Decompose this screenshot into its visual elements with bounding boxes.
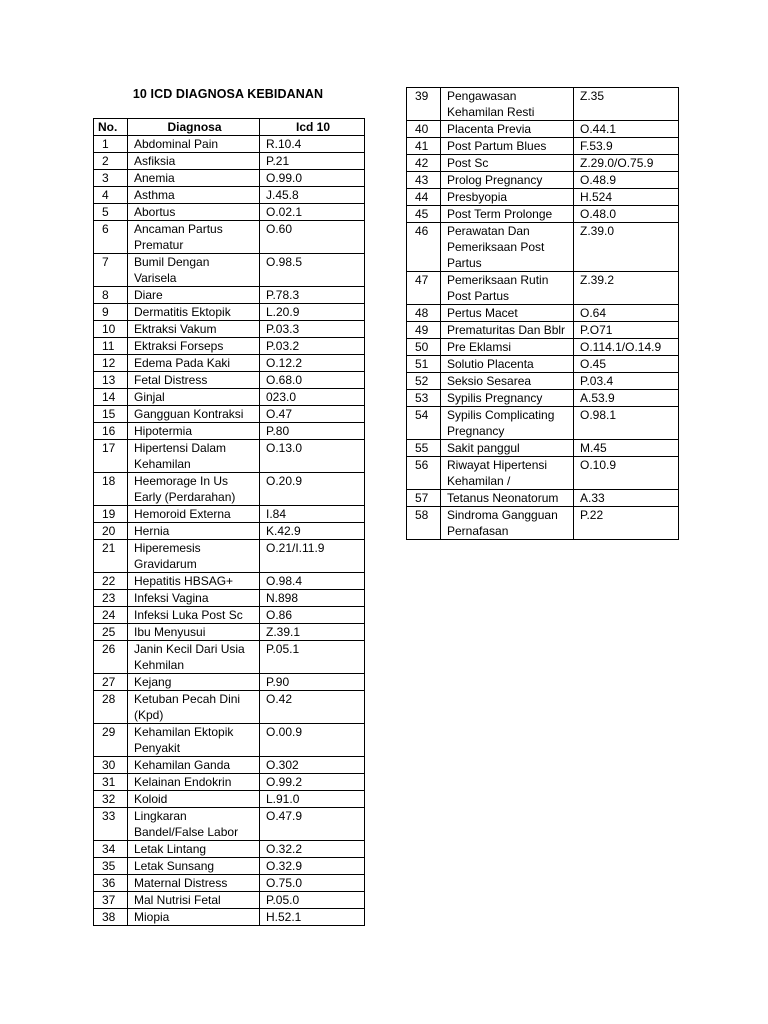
row-number: 25 [94, 624, 128, 641]
table-row [94, 204, 365, 221]
row-diagnosa: Ibu Menyusui [128, 624, 260, 641]
row-number: 34 [94, 841, 128, 858]
row-icd-code: Z.39.2 [574, 272, 679, 305]
table-row [407, 490, 679, 507]
row-icd-code: P.05.0 [260, 892, 365, 909]
row-number: 33 [94, 808, 128, 841]
row-number: 3 [94, 170, 128, 187]
table-row [94, 389, 365, 406]
row-icd-code: Z.39.1 [260, 624, 365, 641]
table-row [94, 841, 365, 858]
row-number: 52 [407, 373, 441, 390]
row-number: 37 [94, 892, 128, 909]
row-icd-code: O.47.9 [260, 808, 365, 841]
row-icd-code: P.03.2 [260, 338, 365, 355]
table-row [407, 305, 679, 322]
table-row [94, 406, 365, 423]
table-row [407, 223, 679, 272]
row-number: 26 [94, 641, 128, 674]
row-diagnosa: Placenta Previa [441, 121, 574, 138]
row-number: 47 [407, 272, 441, 305]
row-number: 31 [94, 774, 128, 791]
table-row [94, 170, 365, 187]
table-row [407, 272, 679, 305]
row-diagnosa: Hipertensi Dalam Kehamilan [128, 440, 260, 473]
row-icd-code: O.47 [260, 406, 365, 423]
table-row [407, 457, 679, 490]
row-icd-code: L.20.9 [260, 304, 365, 321]
diagnosis-table-left [93, 118, 365, 926]
row-icd-code: P.03.3 [260, 321, 365, 338]
row-number: 14 [94, 389, 128, 406]
row-diagnosa: Infeksi Vagina [128, 590, 260, 607]
row-icd-code: H.524 [574, 189, 679, 206]
row-number: 30 [94, 757, 128, 774]
table-row [94, 372, 365, 389]
row-diagnosa: Letak Sunsang [128, 858, 260, 875]
table-row [94, 440, 365, 473]
row-icd-code: R.10.4 [260, 136, 365, 153]
row-diagnosa: Infeksi Luka Post Sc [128, 607, 260, 624]
row-number: 57 [407, 490, 441, 507]
row-diagnosa: Lingkaran Bandel/False Labor [128, 808, 260, 841]
table-row [94, 473, 365, 506]
table-row [94, 338, 365, 355]
row-icd-code: K.42.9 [260, 523, 365, 540]
table-row [407, 390, 679, 407]
row-diagnosa: Seksio Sesarea [441, 373, 574, 390]
row-number: 8 [94, 287, 128, 304]
row-number: 38 [94, 909, 128, 926]
row-icd-code: O.98.1 [574, 407, 679, 440]
row-number: 46 [407, 223, 441, 272]
row-icd-code: O.99.0 [260, 170, 365, 187]
row-icd-code: Z.39.0 [574, 223, 679, 272]
table-row [94, 791, 365, 808]
row-icd-code: P.05.1 [260, 641, 365, 674]
row-icd-code: F.53.9 [574, 138, 679, 155]
row-icd-code: O.20.9 [260, 473, 365, 506]
row-icd-code: O.02.1 [260, 204, 365, 221]
row-icd-code: O.60 [260, 221, 365, 254]
row-diagnosa: Solutio Placenta [441, 356, 574, 373]
row-diagnosa: Dermatitis Ektopik [128, 304, 260, 321]
row-number: 40 [407, 121, 441, 138]
row-icd-code: O.64 [574, 305, 679, 322]
header-icd: Icd 10 [260, 119, 365, 136]
row-number: 2 [94, 153, 128, 170]
table-row [407, 88, 679, 121]
row-diagnosa: Miopia [128, 909, 260, 926]
table-row [94, 221, 365, 254]
table-row [407, 356, 679, 373]
row-diagnosa: Sypilis Pregnancy [441, 390, 574, 407]
row-diagnosa: Ketuban Pecah Dini (Kpd) [128, 691, 260, 724]
row-number: 48 [407, 305, 441, 322]
row-diagnosa: Koloid [128, 791, 260, 808]
row-number: 5 [94, 204, 128, 221]
row-icd-code: O.68.0 [260, 372, 365, 389]
row-diagnosa: Abortus [128, 204, 260, 221]
table-row [94, 641, 365, 674]
table-row [94, 892, 365, 909]
table-row [94, 523, 365, 540]
row-icd-code: O.302 [260, 757, 365, 774]
row-diagnosa: Presbyopia [441, 189, 574, 206]
row-diagnosa: Anemia [128, 170, 260, 187]
row-number: 1 [94, 136, 128, 153]
table-row [94, 423, 365, 440]
row-number: 23 [94, 590, 128, 607]
row-icd-code: J.45.8 [260, 187, 365, 204]
table-row [94, 691, 365, 724]
row-icd-code: O.98.4 [260, 573, 365, 590]
table-row [407, 138, 679, 155]
header-diagnosa: Diagnosa [128, 119, 260, 136]
table-row [407, 206, 679, 223]
table-row [407, 172, 679, 189]
row-diagnosa: Sypilis Complicating Pregnancy [441, 407, 574, 440]
row-icd-code: P.90 [260, 674, 365, 691]
table-row [407, 322, 679, 339]
table-row [94, 590, 365, 607]
row-number: 50 [407, 339, 441, 356]
row-diagnosa: Hernia [128, 523, 260, 540]
table-row [94, 540, 365, 573]
row-diagnosa: Prolog Pregnancy [441, 172, 574, 189]
row-number: 19 [94, 506, 128, 523]
row-diagnosa: Janin Kecil Dari Usia Kehmilan [128, 641, 260, 674]
row-diagnosa: Post Partum Blues [441, 138, 574, 155]
row-diagnosa: Prematuritas Dan Bblr [441, 322, 574, 339]
table-row [94, 136, 365, 153]
row-diagnosa: Asfiksia [128, 153, 260, 170]
row-icd-code: O.48.0 [574, 206, 679, 223]
row-number: 42 [407, 155, 441, 172]
table-row [94, 355, 365, 372]
row-number: 4 [94, 187, 128, 204]
table-row [94, 321, 365, 338]
row-number: 15 [94, 406, 128, 423]
row-diagnosa: Kehamilan Ektopik Penyakit [128, 724, 260, 757]
table-row [94, 757, 365, 774]
row-number: 41 [407, 138, 441, 155]
table-row [407, 507, 679, 540]
table-row [94, 254, 365, 287]
table-row [94, 724, 365, 757]
row-diagnosa: Pengawasan Kehamilan Resti [441, 88, 574, 121]
row-diagnosa: Fetal Distress [128, 372, 260, 389]
row-number: 39 [407, 88, 441, 121]
row-number: 18 [94, 473, 128, 506]
row-number: 55 [407, 440, 441, 457]
table-row [94, 287, 365, 304]
row-number: 6 [94, 221, 128, 254]
row-number: 10 [94, 321, 128, 338]
row-number: 17 [94, 440, 128, 473]
table-row [94, 187, 365, 204]
table-row [94, 304, 365, 321]
row-number: 16 [94, 423, 128, 440]
table-row [94, 153, 365, 170]
row-icd-code: A.53.9 [574, 390, 679, 407]
row-diagnosa: Hipotermia [128, 423, 260, 440]
table-row [94, 624, 365, 641]
row-icd-code: P.21 [260, 153, 365, 170]
row-diagnosa: Post Term Prolonge [441, 206, 574, 223]
row-diagnosa: Perawatan Dan Pemeriksaan Post Partus [441, 223, 574, 272]
row-number: 58 [407, 507, 441, 540]
row-number: 11 [94, 338, 128, 355]
row-diagnosa: Ektraksi Vakum [128, 321, 260, 338]
table-row [94, 808, 365, 841]
row-diagnosa: Sindroma Gangguan Pernafasan [441, 507, 574, 540]
row-icd-code: N.898 [260, 590, 365, 607]
row-diagnosa: Ancaman Partus Prematur [128, 221, 260, 254]
row-diagnosa: Mal Nutrisi Fetal [128, 892, 260, 909]
row-number: 53 [407, 390, 441, 407]
row-icd-code: O.114.1/O.14.9 [574, 339, 679, 356]
row-diagnosa: Diare [128, 287, 260, 304]
row-icd-code: O.21/I.11.9 [260, 540, 365, 573]
row-number: 36 [94, 875, 128, 892]
row-number: 56 [407, 457, 441, 490]
row-diagnosa: Kehamilan Ganda [128, 757, 260, 774]
row-number: 51 [407, 356, 441, 373]
diagnosis-table-right [406, 87, 679, 540]
row-icd-code: Z.29.0/O.75.9 [574, 155, 679, 172]
row-icd-code: O.12.2 [260, 355, 365, 372]
row-icd-code: A.33 [574, 490, 679, 507]
row-number: 7 [94, 254, 128, 287]
table-row [94, 674, 365, 691]
row-number: 29 [94, 724, 128, 757]
row-number: 28 [94, 691, 128, 724]
row-diagnosa: Pre Eklamsi [441, 339, 574, 356]
row-icd-code: P.78.3 [260, 287, 365, 304]
table-row [94, 607, 365, 624]
row-number: 49 [407, 322, 441, 339]
row-diagnosa: Sakit panggul [441, 440, 574, 457]
table-row [94, 875, 365, 892]
row-icd-code: P.22 [574, 507, 679, 540]
table-row [407, 155, 679, 172]
row-icd-code: O.45 [574, 356, 679, 373]
table-row [407, 373, 679, 390]
table-header-row [94, 119, 365, 136]
row-number: 9 [94, 304, 128, 321]
row-diagnosa: Letak Lintang [128, 841, 260, 858]
header-no: No. [94, 119, 128, 136]
table-row [407, 440, 679, 457]
table-row [94, 858, 365, 875]
row-number: 13 [94, 372, 128, 389]
table-row [94, 909, 365, 926]
row-diagnosa: Pertus Macet [441, 305, 574, 322]
row-diagnosa: Gangguan Kontraksi [128, 406, 260, 423]
row-number: 35 [94, 858, 128, 875]
row-icd-code: O.00.9 [260, 724, 365, 757]
row-number: 12 [94, 355, 128, 372]
row-diagnosa: Heemorage In Us Early (Perdarahan) [128, 473, 260, 506]
row-icd-code: O.75.0 [260, 875, 365, 892]
table-row [407, 189, 679, 206]
row-icd-code: 023.0 [260, 389, 365, 406]
row-number: 32 [94, 791, 128, 808]
row-icd-code: O.44.1 [574, 121, 679, 138]
table-row [407, 121, 679, 138]
row-diagnosa: Bumil Dengan Varisela [128, 254, 260, 287]
row-icd-code: O.99.2 [260, 774, 365, 791]
table-row [407, 339, 679, 356]
document-title: 10 ICD DIAGNOSA KEBIDANAN [132, 87, 324, 101]
row-icd-code: H.52.1 [260, 909, 365, 926]
row-icd-code: O.32.2 [260, 841, 365, 858]
row-number: 22 [94, 573, 128, 590]
row-diagnosa: Edema Pada Kaki [128, 355, 260, 372]
row-icd-code: O.86 [260, 607, 365, 624]
table-row [407, 407, 679, 440]
row-icd-code: P.80 [260, 423, 365, 440]
row-diagnosa: Asthma [128, 187, 260, 204]
row-icd-code: O.13.0 [260, 440, 365, 473]
row-diagnosa: Pemeriksaan Rutin Post Partus [441, 272, 574, 305]
row-number: 44 [407, 189, 441, 206]
table-row [94, 573, 365, 590]
row-number: 43 [407, 172, 441, 189]
row-number: 21 [94, 540, 128, 573]
row-diagnosa: Kejang [128, 674, 260, 691]
row-icd-code: L.91.0 [260, 791, 365, 808]
row-diagnosa: Hemoroid Externa [128, 506, 260, 523]
row-icd-code: Z.35 [574, 88, 679, 121]
row-diagnosa: Post Sc [441, 155, 574, 172]
row-number: 20 [94, 523, 128, 540]
row-icd-code: O.32.9 [260, 858, 365, 875]
row-diagnosa: Maternal Distress [128, 875, 260, 892]
row-diagnosa: Kelainan Endokrin [128, 774, 260, 791]
row-number: 45 [407, 206, 441, 223]
table-row [94, 774, 365, 791]
row-icd-code: O.42 [260, 691, 365, 724]
row-diagnosa: Abdominal Pain [128, 136, 260, 153]
row-diagnosa: Ginjal [128, 389, 260, 406]
row-number: 54 [407, 407, 441, 440]
row-icd-code: P.03.4 [574, 373, 679, 390]
row-number: 27 [94, 674, 128, 691]
row-number: 24 [94, 607, 128, 624]
row-diagnosa: Riwayat Hipertensi Kehamilan / [441, 457, 574, 490]
row-icd-code: P.O71 [574, 322, 679, 339]
row-icd-code: O.48.9 [574, 172, 679, 189]
row-diagnosa: Hepatitis HBSAG+ [128, 573, 260, 590]
table-row [94, 506, 365, 523]
row-diagnosa: Ektraksi Forseps [128, 338, 260, 355]
row-icd-code: M.45 [574, 440, 679, 457]
row-icd-code: O.10.9 [574, 457, 679, 490]
row-diagnosa: Hiperemesis Gravidarum [128, 540, 260, 573]
row-icd-code: I.84 [260, 506, 365, 523]
row-diagnosa: Tetanus Neonatorum [441, 490, 574, 507]
row-icd-code: O.98.5 [260, 254, 365, 287]
